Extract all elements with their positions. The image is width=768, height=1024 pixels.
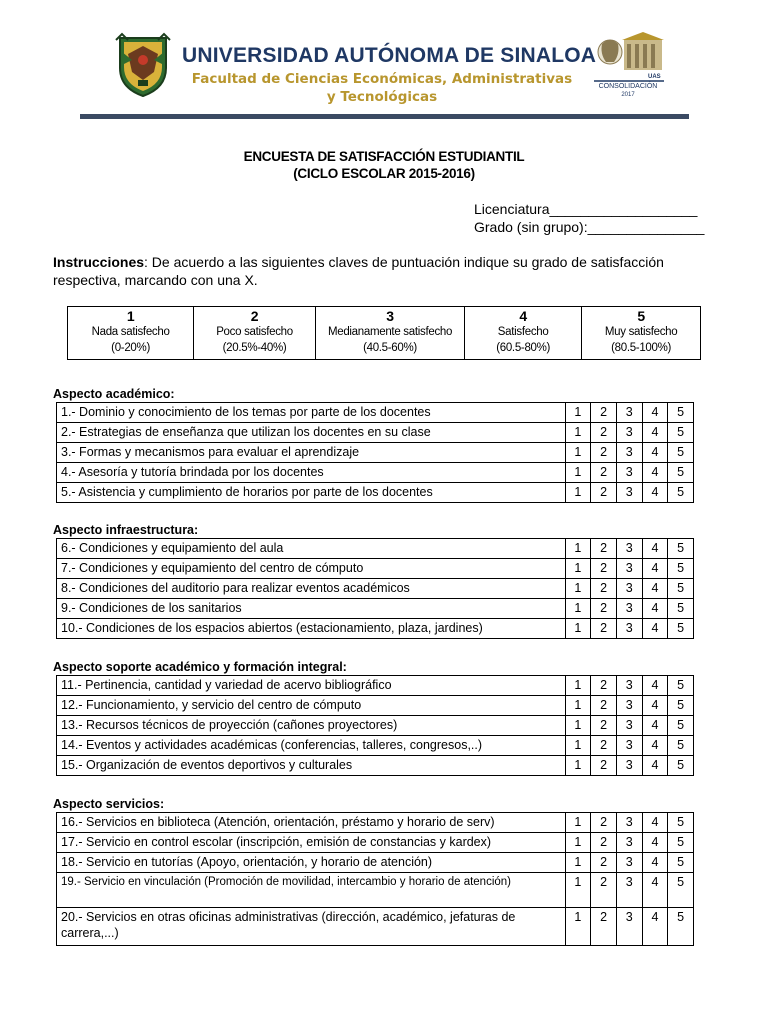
rating-option-3[interactable]: 3 (616, 873, 642, 908)
rating-option-3[interactable]: 3 (616, 736, 642, 756)
rating-option-1[interactable]: 1 (565, 423, 591, 443)
rating-option-1[interactable]: 1 (565, 813, 591, 833)
question-row (57, 539, 694, 559)
question-row (57, 873, 694, 908)
rating-option-3[interactable]: 3 (616, 403, 642, 423)
rating-option-4[interactable]: 4 (642, 873, 668, 908)
rating-option-2[interactable]: 2 (591, 716, 617, 736)
rating-option-1[interactable]: 1 (565, 833, 591, 853)
header-divider (80, 114, 689, 119)
rating-option-5[interactable]: 5 (668, 403, 694, 423)
rating-option-4[interactable]: 4 (642, 423, 668, 443)
question-text: 20.- Servicios en otras oficinas administrativas (dirección, académico, jefaturas de carrera,...) (57, 908, 566, 946)
rating-option-1[interactable]: 1 (565, 463, 591, 483)
rating-option-3[interactable]: 3 (616, 463, 642, 483)
rating-option-4[interactable]: 4 (642, 463, 668, 483)
rating-option-5[interactable]: 5 (668, 463, 694, 483)
question-row (57, 463, 694, 483)
scale-number: 1 (126, 308, 135, 324)
rating-option-4[interactable]: 4 (642, 833, 668, 853)
university-title: UNIVERSIDAD AUTÓNOMA DE SINALOA (182, 44, 597, 67)
rating-option-1[interactable]: 1 (565, 676, 591, 696)
rating-option-4[interactable]: 4 (642, 853, 668, 873)
rating-option-5[interactable]: 5 (668, 676, 694, 696)
questions-table-2 (56, 538, 694, 639)
scale-label: Muy satisfecho (604, 326, 678, 338)
question-row (57, 908, 694, 946)
question-row (57, 579, 694, 599)
question-text: 8.- Condiciones del auditorio para realizar eventos académicos (57, 579, 566, 599)
scale-range: (20.5%-40%) (222, 342, 287, 354)
rating-option-3[interactable]: 3 (616, 853, 642, 873)
question-row (57, 833, 694, 853)
section-title-4: Aspecto servicios: (53, 797, 165, 811)
scale-label: Nada satisfecho (91, 326, 170, 338)
rating-option-5[interactable]: 5 (668, 619, 694, 639)
question-text: 10.- Condiciones de los espacios abiertos (estacionamiento, plaza, jardines) (57, 619, 566, 639)
rating-option-5[interactable]: 5 (668, 756, 694, 776)
rating-option-3[interactable]: 3 (616, 716, 642, 736)
rating-option-2[interactable]: 2 (591, 853, 617, 873)
scale-label: Poco satisfecho (216, 326, 293, 338)
grado-field[interactable]: Grado (sin grupo):_______________ (474, 219, 705, 235)
question-row (57, 599, 694, 619)
question-text: 3.- Formas y mecanismos para evaluar el aprendizaje (57, 443, 566, 463)
rating-option-2[interactable]: 2 (591, 483, 617, 503)
rating-option-5[interactable]: 5 (668, 716, 694, 736)
rating-option-4[interactable]: 4 (642, 696, 668, 716)
question-text: 13.- Recursos técnicos de proyección (cañones proyectores) (57, 716, 566, 736)
question-row (57, 756, 694, 776)
student-info (474, 200, 704, 236)
section-title-2: Aspecto infraestructura: (53, 523, 199, 537)
rating-option-5[interactable]: 5 (668, 483, 694, 503)
question-text: 5.- Asistencia y cumplimiento de horarios por parte de los docentes (57, 483, 566, 503)
rating-option-4[interactable]: 4 (642, 716, 668, 736)
question-row (57, 736, 694, 756)
rating-option-3[interactable]: 3 (616, 559, 642, 579)
rating-option-1[interactable]: 1 (565, 908, 591, 946)
rating-option-5[interactable]: 5 (668, 696, 694, 716)
question-row (57, 619, 694, 639)
rating-option-2[interactable]: 2 (591, 619, 617, 639)
question-row (57, 423, 694, 443)
scale-number: 3 (386, 308, 394, 324)
rating-option-2[interactable]: 2 (591, 599, 617, 619)
rating-option-1[interactable]: 1 (565, 716, 591, 736)
rating-option-3[interactable]: 3 (616, 443, 642, 463)
question-text: 14.- Eventos y actividades académicas (conferencias, talleres, congresos,..) (57, 736, 566, 756)
rating-option-2[interactable]: 2 (591, 579, 617, 599)
faculty-name (182, 70, 582, 106)
section-title-1: Aspecto académico: (53, 387, 175, 401)
scale-cell-1 (68, 307, 194, 360)
question-text: 1.- Dominio y conocimiento de los temas por parte de los docentes (57, 403, 566, 423)
rating-option-2[interactable]: 2 (591, 908, 617, 946)
rating-option-1[interactable]: 1 (565, 403, 591, 423)
rating-option-5[interactable]: 5 (668, 873, 694, 908)
question-text: 12.- Funcionamiento, y servicio del centro de cómputo (57, 696, 566, 716)
question-text: 7.- Condiciones y equipamiento del centro de cómputo (57, 559, 566, 579)
consolidacion-label: CONSOLIDACIÓN (598, 83, 658, 90)
question-row (57, 443, 694, 463)
rating-option-4[interactable]: 4 (642, 756, 668, 776)
rating-option-2[interactable]: 2 (591, 676, 617, 696)
rating-option-1[interactable]: 1 (565, 619, 591, 639)
rating-option-5[interactable]: 5 (668, 423, 694, 443)
rating-option-1[interactable]: 1 (565, 696, 591, 716)
rating-option-3[interactable]: 3 (616, 619, 642, 639)
rating-option-5[interactable]: 5 (668, 736, 694, 756)
rating-option-2[interactable]: 2 (591, 833, 617, 853)
scale-number: 5 (637, 308, 645, 324)
survey-title-line-1: ENCUESTA DE SATISFACCIÓN ESTUDIANTIL (243, 149, 525, 164)
instructions-label: Instrucciones (53, 254, 145, 270)
questions-table-1 (56, 402, 694, 503)
rating-option-4[interactable]: 4 (642, 676, 668, 696)
survey-title (100, 148, 668, 182)
scale-number: 2 (250, 308, 259, 324)
rating-option-2[interactable]: 2 (591, 736, 617, 756)
rating-option-3[interactable]: 3 (616, 483, 642, 503)
rating-option-1[interactable]: 1 (565, 873, 591, 908)
instructions (53, 253, 717, 289)
rating-option-1[interactable]: 1 (565, 559, 591, 579)
rating-option-3[interactable]: 3 (616, 908, 642, 946)
question-row (57, 853, 694, 873)
rating-option-2[interactable]: 2 (591, 423, 617, 443)
consolidacion-2017-logo (590, 30, 666, 98)
scale-cell-5 (582, 307, 701, 360)
rating-option-1[interactable]: 1 (565, 853, 591, 873)
question-text: 15.- Organización de eventos deportivos y culturales (57, 756, 566, 776)
rating-option-3[interactable]: 3 (616, 676, 642, 696)
rating-option-5[interactable]: 5 (668, 833, 694, 853)
consolidacion-year: 2017 (621, 92, 635, 98)
question-row (57, 813, 694, 833)
question-row (57, 403, 694, 423)
rating-option-4[interactable]: 4 (642, 813, 668, 833)
section-title-3: Aspecto soporte académico y formación integral: (53, 660, 347, 674)
scale-range: (80.5-100%) (611, 342, 672, 354)
scale-cell-3 (315, 307, 464, 360)
faculty-line-1: Facultad de Ciencias Económicas, Administrativas (191, 71, 573, 87)
question-text: 11.- Pertinencia, cantidad y variedad de acervo bibliográfico (57, 676, 566, 696)
rating-option-3[interactable]: 3 (616, 756, 642, 776)
scale-range: (40.5-60%) (363, 342, 417, 354)
uas-crest-logo (114, 32, 172, 98)
scale-range: (0-20%) (111, 342, 150, 354)
question-text: 18.- Servicio en tutorías (Apoyo, orientación, y horario de atención) (57, 853, 566, 873)
rating-option-2[interactable]: 2 (591, 443, 617, 463)
rating-option-3[interactable]: 3 (616, 423, 642, 443)
rating-option-3[interactable]: 3 (616, 599, 642, 619)
rating-option-5[interactable]: 5 (668, 579, 694, 599)
scale-cell-4 (465, 307, 582, 360)
rating-option-3[interactable]: 3 (616, 579, 642, 599)
question-text: 4.- Asesoría y tutoría brindada por los docentes (57, 463, 566, 483)
faculty-line-2: y Tecnológicas (326, 89, 438, 105)
question-row (57, 559, 694, 579)
rating-option-5[interactable]: 5 (668, 559, 694, 579)
rating-option-4[interactable]: 4 (642, 908, 668, 946)
rating-option-2[interactable]: 2 (591, 559, 617, 579)
rating-option-2[interactable]: 2 (591, 873, 617, 908)
question-row (57, 483, 694, 503)
question-text: 6.- Condiciones y equipamiento del aula (57, 539, 566, 559)
rating-option-5[interactable]: 5 (668, 908, 694, 946)
rating-option-1[interactable]: 1 (565, 539, 591, 559)
rating-option-3[interactable]: 3 (616, 539, 642, 559)
rating-option-3[interactable]: 3 (616, 696, 642, 716)
rating-option-1[interactable]: 1 (565, 599, 591, 619)
scale-number: 4 (519, 308, 527, 324)
rating-option-3[interactable]: 3 (616, 833, 642, 853)
rating-option-5[interactable]: 5 (668, 539, 694, 559)
rating-option-4[interactable]: 4 (642, 559, 668, 579)
question-text: 2.- Estrategias de enseñanza que utilizan los docentes en su clase (57, 423, 566, 443)
rating-scale-row (68, 307, 701, 360)
rating-option-5[interactable]: 5 (668, 853, 694, 873)
rating-option-2[interactable]: 2 (591, 756, 617, 776)
question-text: 16.- Servicios en biblioteca (Atención, orientación, préstamo y horario de serv) (57, 813, 566, 833)
scale-range: (60.5-80%) (496, 342, 551, 354)
uas-label: UAS (648, 74, 661, 80)
rating-option-4[interactable]: 4 (642, 443, 668, 463)
question-text: 17.- Servicio en control escolar (inscripción, emisión de constancias y kardex) (57, 833, 566, 853)
rating-option-1[interactable]: 1 (565, 736, 591, 756)
rating-option-4[interactable]: 4 (642, 483, 668, 503)
questions-table-3 (56, 675, 694, 776)
scale-cell-2 (194, 307, 316, 360)
rating-option-4[interactable]: 4 (642, 403, 668, 423)
rating-option-2[interactable]: 2 (591, 403, 617, 423)
rating-option-4[interactable]: 4 (642, 736, 668, 756)
rating-option-3[interactable]: 3 (616, 813, 642, 833)
rating-option-4[interactable]: 4 (642, 579, 668, 599)
scale-label: Medianamente satisfecho (327, 326, 453, 338)
rating-option-1[interactable]: 1 (565, 756, 591, 776)
rating-option-2[interactable]: 2 (591, 696, 617, 716)
questions-table-4 (56, 812, 694, 946)
rating-option-5[interactable]: 5 (668, 813, 694, 833)
rating-option-2[interactable]: 2 (591, 463, 617, 483)
question-text: 19.- Servicio en vinculación (Promoción de movilidad, intercambio y horario de atención) (57, 873, 566, 908)
rating-option-5[interactable]: 5 (668, 443, 694, 463)
rating-option-4[interactable]: 4 (642, 599, 668, 619)
question-row (57, 716, 694, 736)
rating-option-4[interactable]: 4 (642, 619, 668, 639)
instructions-text: : De acuerdo a las siguientes claves de puntuación indique su grado de satisfacción respectiva, marcando con una X. (53, 254, 664, 288)
rating-option-1[interactable]: 1 (565, 443, 591, 463)
rating-option-1[interactable]: 1 (565, 579, 591, 599)
licenciatura-field[interactable]: Licenciatura___________________ (474, 201, 698, 217)
rating-option-2[interactable]: 2 (591, 813, 617, 833)
rating-option-2[interactable]: 2 (591, 539, 617, 559)
survey-title-line-2: (CICLO ESCOLAR 2015-2016) (293, 166, 475, 181)
question-row (57, 676, 694, 696)
question-row (57, 696, 694, 716)
rating-option-1[interactable]: 1 (565, 483, 591, 503)
rating-scale-table (67, 306, 701, 360)
question-text: 9.- Condiciones de los sanitarios (57, 599, 566, 619)
rating-option-4[interactable]: 4 (642, 539, 668, 559)
rating-option-5[interactable]: 5 (668, 599, 694, 619)
scale-label: Satisfecho (497, 326, 549, 338)
